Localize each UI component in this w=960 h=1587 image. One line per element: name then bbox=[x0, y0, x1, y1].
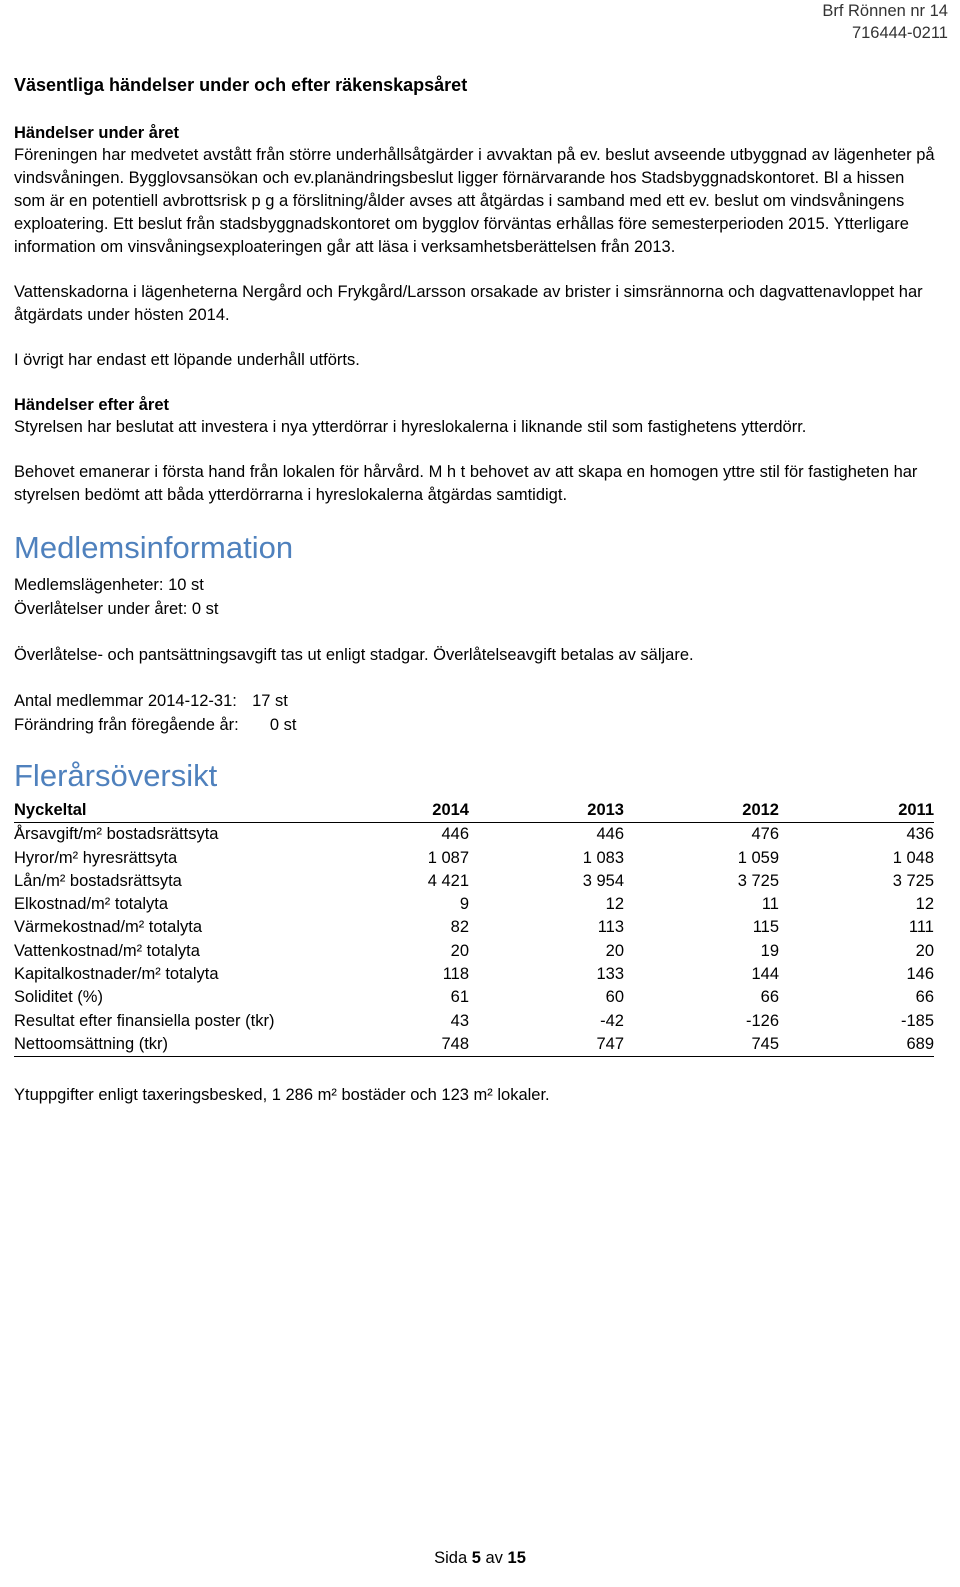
table-row bbox=[14, 870, 934, 893]
kpi-cell: 3 725 bbox=[892, 871, 934, 890]
overview-heading: Flerårsöversikt bbox=[14, 758, 218, 793]
page-footer bbox=[0, 1547, 960, 1569]
table-row bbox=[14, 893, 934, 916]
kpi-cell: 66 bbox=[760, 988, 779, 1007]
kpi-cell: 3 725 bbox=[737, 871, 779, 890]
kpi-cell: 111 bbox=[908, 918, 934, 937]
kpi-row-label: Kapitalkostnader/m² totalyta bbox=[14, 965, 219, 984]
kpi-cell: 60 bbox=[605, 988, 624, 1007]
page-current: 5 bbox=[471, 1549, 481, 1567]
water-damage-paragraph: Vattenskadorna i lägenheterna Nergård och Frykgård/Larsson orsakade av brister i simsrännorna och dagvattenavloppet har åtgärdats under hösten 2014. bbox=[14, 283, 923, 324]
kpi-cell: -126 bbox=[745, 1011, 779, 1030]
events-section-title: Väsentliga händelser under och efter räkenskapsåret bbox=[14, 75, 468, 95]
kpi-col-header: Nyckeltal bbox=[14, 799, 314, 823]
kpi-cell: 4 421 bbox=[427, 871, 469, 890]
kpi-cell: 745 bbox=[624, 1033, 779, 1057]
after-year-paragraph: Styrelsen har beslutat att investera i nya ytterdörrar i hyreslokalerna i liknande stil som fastighetens ytterdörr. bbox=[14, 418, 807, 436]
kpi-cell: 82 bbox=[450, 918, 469, 937]
kpi-cell: -42 bbox=[600, 1011, 624, 1030]
kpi-row-label: Lån/m² bostadsrättsyta bbox=[14, 871, 182, 890]
kpi-table-body bbox=[14, 823, 934, 1057]
kpi-cell: 19 bbox=[760, 941, 779, 960]
table-row bbox=[14, 963, 934, 986]
kpi-cell: 436 bbox=[906, 825, 934, 844]
kpi-cell: 689 bbox=[779, 1033, 934, 1057]
member-transfers: Överlåtelser under året: 0 st bbox=[14, 600, 219, 618]
org-number: 716444-0211 bbox=[851, 24, 948, 42]
kpi-col-header: 2013 bbox=[469, 799, 624, 823]
kpi-cell: 115 bbox=[752, 918, 779, 937]
kpi-row-label: Hyror/m² hyresrättsyta bbox=[14, 848, 178, 867]
kpi-cell: 61 bbox=[450, 988, 469, 1007]
kpi-cell: 446 bbox=[596, 825, 624, 844]
fees-note: Överlåtelse- och pantsättningsavgift tas ut enligt stadgar. Överlåtelseavgift betalas av säljare. bbox=[14, 646, 694, 664]
kpi-row-label: Vattenkostnad/m² totalyta bbox=[14, 941, 200, 960]
kpi-cell: 113 bbox=[597, 918, 624, 937]
maintenance-paragraph: I övrigt har endast ett löpande underhåll utförts. bbox=[14, 351, 360, 369]
kpi-cell: 12 bbox=[915, 895, 934, 914]
kpi-cell: 1 048 bbox=[892, 848, 934, 867]
kpi-cell: 20 bbox=[450, 941, 469, 960]
kpi-col-header: 2012 bbox=[624, 799, 779, 823]
kpi-cell: 3 954 bbox=[582, 871, 624, 890]
page-word: Sida bbox=[434, 1549, 468, 1567]
after-year-heading: Händelser efter året bbox=[14, 396, 169, 414]
kpi-cell: 1 087 bbox=[427, 848, 469, 867]
kpi-cell: 446 bbox=[441, 825, 469, 844]
kpi-cell: 118 bbox=[442, 965, 469, 984]
kpi-cell: 1 083 bbox=[582, 848, 624, 867]
kpi-cell: 11 bbox=[761, 895, 779, 914]
kpi-cell: 20 bbox=[605, 941, 624, 960]
kpi-cell: 1 059 bbox=[737, 848, 779, 867]
table-row bbox=[14, 940, 934, 963]
member-count-label: Antal medlemmar 2014-12-31: bbox=[14, 692, 237, 710]
area-footnote: Ytuppgifter enligt taxeringsbesked, 1 286 m² bostäder och 123 m² lokaler. bbox=[14, 1086, 550, 1105]
kpi-cell: 12 bbox=[605, 895, 624, 914]
page-total: 15 bbox=[507, 1549, 526, 1567]
member-count-line bbox=[14, 689, 936, 713]
kpi-cell: 43 bbox=[450, 1011, 469, 1030]
member-count-value: 17 st bbox=[252, 692, 288, 710]
kpi-row-label: Värmekostnad/m² totalyta bbox=[14, 918, 202, 937]
kpi-row-label: Soliditet (%) bbox=[14, 988, 103, 1007]
kpi-cell: 66 bbox=[915, 988, 934, 1007]
member-apartments: Medlemslägenheter: 10 st bbox=[14, 576, 204, 594]
kpi-cell: 748 bbox=[314, 1033, 469, 1057]
kpi-cell: 144 bbox=[751, 965, 779, 984]
kpi-row-label: Nettoomsättning (tkr) bbox=[14, 1033, 314, 1057]
table-row bbox=[14, 1010, 934, 1033]
org-name: Brf Rönnen nr 14 bbox=[822, 2, 948, 20]
kpi-col-header: 2011 bbox=[779, 799, 934, 823]
kpi-cell: 133 bbox=[596, 965, 624, 984]
member-change-value: 0 st bbox=[269, 716, 297, 734]
table-row bbox=[14, 1033, 934, 1057]
member-change-label: Förändring från föregående år: bbox=[14, 716, 239, 734]
document-header bbox=[822, 0, 948, 44]
kpi-table bbox=[14, 799, 934, 1057]
kpi-row-label: Elkostnad/m² totalyta bbox=[14, 895, 169, 914]
during-year-heading: Händelser under året bbox=[14, 124, 180, 142]
table-row bbox=[14, 986, 934, 1009]
kpi-row-label: Resultat efter finansiella poster (tkr) bbox=[14, 1011, 275, 1030]
table-row bbox=[14, 916, 934, 939]
kpi-cell: 9 bbox=[459, 895, 469, 914]
page-content bbox=[14, 74, 936, 1107]
member-info-heading: Medlemsinformation bbox=[14, 530, 294, 565]
after-year-paragraph-2: Behovet emanerar i första hand från lokalen för hårvård. M h t behovet av att skapa en homogen yttre stil för fastigheten har styrelsen bedömt att båda ytterdörrarna i hyreslokalerna åtgärdas samtidigt. bbox=[14, 463, 918, 504]
kpi-cell: -185 bbox=[900, 1011, 934, 1030]
kpi-cell: 146 bbox=[906, 965, 934, 984]
kpi-header-row bbox=[14, 799, 934, 823]
kpi-cell: 747 bbox=[469, 1033, 624, 1057]
table-row bbox=[14, 847, 934, 870]
page-of: av bbox=[485, 1549, 503, 1567]
kpi-row-label: Årsavgift/m² bostadsrättsyta bbox=[14, 825, 219, 844]
during-year-paragraph: Föreningen har medvetet avstått från större underhållsåtgärder i avvaktan på ev. beslut avseende utbyggnad av lägenheter på vindsvåningen. Bygglovsansökan och ev.planändringsbeslut ligger förnärvarande hos Stadsbyggnadskontoret. Bl a hissen som är en potentiell avbrottsrisk p g a förslitning/ålder avses att åtgärdas i samband med ett ev. beslut om vindsvåningens exploatering. Ett beslut från stadsbyggnadskontoret om bygglov förväntas erhållas före semesterperioden 2015. Ytterligare information om vinsvåningsexploateringen går att läsa i verksamhetsberättelsen från 2013. bbox=[14, 146, 935, 256]
member-change-line bbox=[14, 713, 936, 737]
kpi-cell: 476 bbox=[751, 825, 779, 844]
kpi-cell: 20 bbox=[915, 941, 934, 960]
kpi-col-header: 2014 bbox=[314, 799, 469, 823]
table-row bbox=[14, 823, 934, 847]
